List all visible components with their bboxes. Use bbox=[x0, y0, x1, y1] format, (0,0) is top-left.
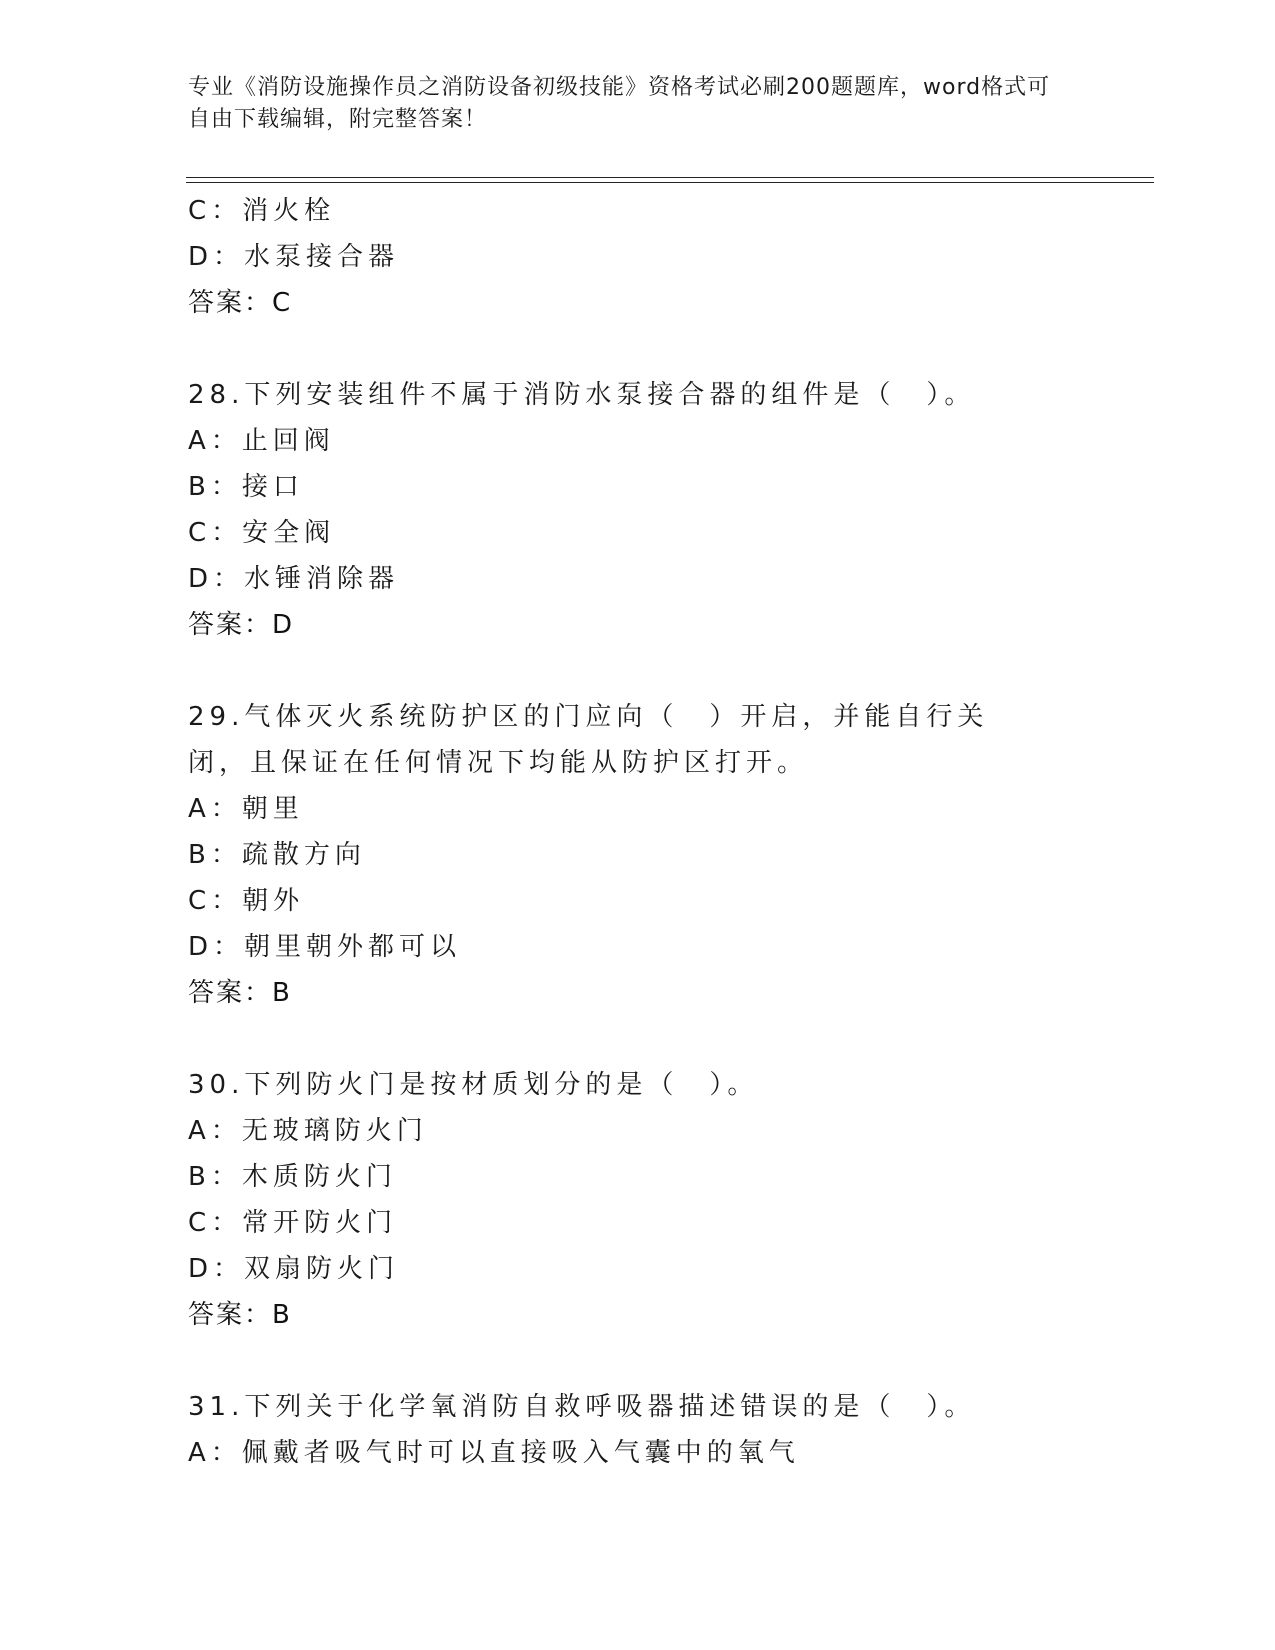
option-d: D：水泵接合器 bbox=[188, 242, 400, 272]
answer-line: 答案：C bbox=[188, 288, 293, 318]
option-a: A：佩戴者吸气时可以直接吸入气囊中的氧气 bbox=[188, 1438, 800, 1468]
header-rule-top bbox=[186, 177, 1154, 178]
spacer bbox=[188, 1338, 1088, 1384]
document-header: 专业《消防设施操作员之消防设备初级技能》资格考试必刷200题题库，word格式可自由下载编辑，附完整答案！ bbox=[188, 75, 1051, 132]
option-c: C：朝外 bbox=[188, 886, 305, 916]
question-stem: 28.下列安装组件不属于消防水泵接合器的组件是（ ）。 bbox=[188, 380, 976, 410]
spacer bbox=[188, 326, 1088, 372]
question-31 bbox=[188, 1384, 1088, 1476]
answer-line: 答案：B bbox=[188, 1300, 292, 1330]
answer-line: 答案：B bbox=[188, 978, 292, 1008]
option-b: B：接口 bbox=[188, 472, 304, 502]
option-a: A：止回阀 bbox=[188, 426, 335, 456]
header-rule-bottom bbox=[186, 182, 1154, 183]
question-27-continued bbox=[188, 188, 1088, 326]
question-list bbox=[188, 188, 1088, 1476]
option-c: C：常开防火门 bbox=[188, 1208, 398, 1238]
option-d: D：朝里朝外都可以 bbox=[188, 932, 462, 962]
spacer bbox=[188, 648, 1088, 694]
option-c: C：消火栓 bbox=[188, 196, 336, 226]
question-29 bbox=[188, 694, 1088, 1016]
question-stem: 31.下列关于化学氧消防自救呼吸器描述错误的是（ ）。 bbox=[188, 1392, 976, 1422]
option-a: A：无玻璃防火门 bbox=[188, 1116, 428, 1146]
question-stem: 29.气体灭火系统防护区的门应向（ ）开启，并能自行关闭，且保证在任何情况下均能从防护区打开。 bbox=[188, 702, 989, 778]
answer-line: 答案：D bbox=[188, 610, 295, 640]
question-30 bbox=[188, 1062, 1088, 1338]
option-d: D：水锤消除器 bbox=[188, 564, 400, 594]
option-b: B：木质防火门 bbox=[188, 1162, 397, 1192]
option-c: C：安全阀 bbox=[188, 518, 336, 548]
spacer bbox=[188, 1016, 1088, 1062]
option-b: B：疏散方向 bbox=[188, 840, 366, 870]
option-d: D：双扇防火门 bbox=[188, 1254, 400, 1284]
option-a: A：朝里 bbox=[188, 794, 304, 824]
question-stem: 30.下列防火门是按材质划分的是（ ）。 bbox=[188, 1070, 759, 1100]
question-28 bbox=[188, 372, 1088, 648]
